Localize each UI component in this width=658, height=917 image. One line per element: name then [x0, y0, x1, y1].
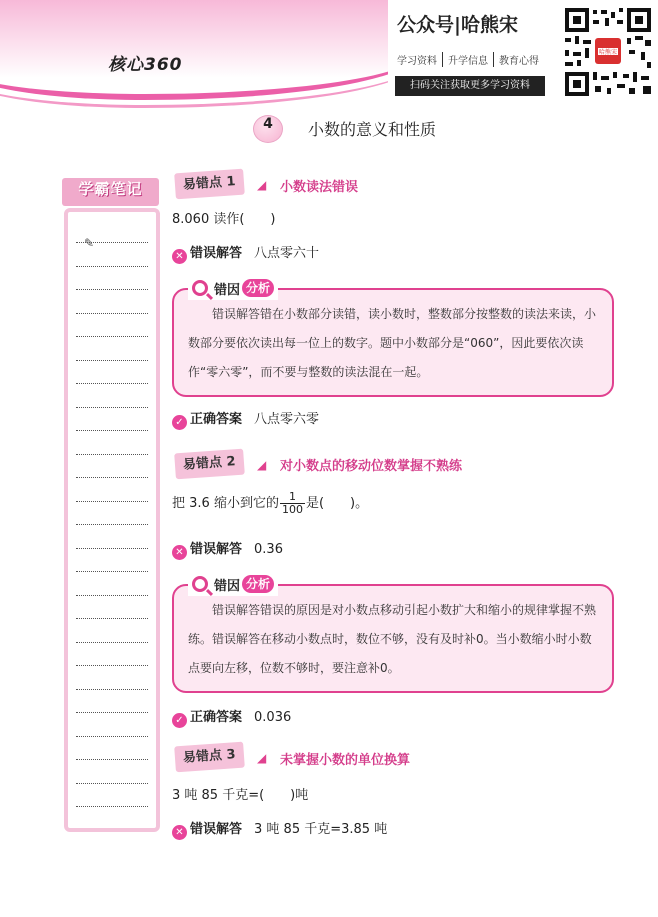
tag-arrow-icon: ◢ — [257, 458, 267, 472]
check-icon: ✓ — [172, 713, 187, 728]
note-line — [76, 313, 148, 314]
note-line — [76, 336, 148, 337]
note-line — [76, 477, 148, 478]
check-icon: ✓ — [172, 415, 187, 430]
reason-header: 错因 分析 — [188, 572, 278, 596]
qr-code[interactable] — [563, 6, 653, 98]
note-line — [76, 595, 148, 596]
section-title: 小数的意义和性质 — [308, 120, 437, 139]
note-line — [76, 736, 148, 737]
notes-heading: 学霸笔记 — [62, 178, 159, 206]
qr-label: 哈熊宋 — [598, 49, 618, 56]
correct-answer: 0.036 — [254, 710, 292, 725]
error-point-num: 2 — [225, 454, 237, 470]
wrong-answer-row — [172, 818, 387, 840]
note-line — [76, 712, 148, 713]
header-tags — [397, 52, 544, 67]
question: 3 吨 85 千克=( )吨 — [172, 788, 309, 803]
note-line — [76, 407, 148, 408]
fraction: $\frac{1}{100}$ — [281, 490, 303, 516]
error-point-tag-1 — [174, 169, 244, 200]
note-line — [76, 383, 148, 384]
magnifier-icon — [192, 280, 208, 296]
error-point-title: 对小数点的移动位数掌握不熟练 — [280, 459, 463, 474]
wrong-answer: 0.36 — [254, 542, 283, 557]
correct-answer: 八点零六零 — [254, 412, 320, 427]
notes-box[interactable] — [64, 208, 160, 832]
note-line — [76, 289, 148, 290]
question: 8.060 读作( ) — [172, 212, 276, 227]
section-number: 4 — [253, 115, 283, 143]
scan-banner: 扫码关注获取更多学习资料 — [395, 76, 545, 96]
question: 把 3.6 缩小到它的 $\frac{1}{100}$ 是( )。 — [172, 490, 369, 516]
reason-box — [172, 288, 614, 397]
correct-answer-row — [172, 706, 291, 728]
error-point-title: 小数读法错误 — [280, 180, 359, 195]
reason-text: 错误解答错在小数部分读错，读小数时，整数部分按整数的读法来读，小数部分要依次读出每一位上的数字。题中小数部分是“060”，因此要依次读作“零六零”，而不要与整数的读法混在一起。 — [188, 307, 597, 379]
error-point-label: 易错点 — [182, 748, 223, 766]
brand-logo: 核心360 — [108, 55, 183, 75]
header-tag: 学习资料 — [397, 52, 443, 67]
error-point-tag-2 — [174, 449, 244, 480]
note-line — [76, 430, 148, 431]
error-point-label: 易错点 — [182, 175, 223, 193]
reason-text: 错误解答错误的原因是对小数点移动引起小数扩大和缩小的规律掌握不熟练。错误解答在移动小数点时，数位不够，没有及时补0。当小数缩小时小数点要向左移，位数不够时，要注意补0。 — [188, 603, 597, 675]
cross-icon: ✕ — [172, 249, 187, 264]
note-line — [76, 242, 148, 243]
tag-arrow-icon: ◢ — [257, 178, 267, 192]
note-line — [76, 524, 148, 525]
reason-box — [172, 584, 614, 693]
wrong-answer: 八点零六十 — [254, 246, 320, 261]
wrong-label: 错误解答 — [190, 822, 243, 837]
wrong-answer-row — [172, 242, 319, 264]
note-line — [76, 548, 148, 549]
correct-label: 正确答案 — [190, 412, 243, 427]
header-swoosh-thin — [0, 28, 420, 108]
error-point-title: 未掌握小数的单位换算 — [280, 753, 411, 768]
note-line — [76, 501, 148, 502]
note-line — [76, 618, 148, 619]
pencil-icon: ✎ — [84, 236, 95, 250]
cross-icon: ✕ — [172, 545, 187, 560]
wrong-label: 错误解答 — [190, 246, 243, 261]
error-point-tag-3 — [174, 742, 244, 773]
note-line — [76, 689, 148, 690]
header-tag: 升学信息 — [443, 52, 494, 67]
reason-header: 错因 分析 — [188, 276, 278, 300]
note-line — [76, 759, 148, 760]
note-line — [76, 665, 148, 666]
note-line — [76, 454, 148, 455]
wrong-answer: 3 吨 85 千克=3.85 吨 — [254, 822, 388, 837]
tag-arrow-icon: ◢ — [257, 751, 267, 765]
error-point-num: 1 — [225, 174, 237, 190]
note-line — [76, 266, 148, 267]
magnifier-icon — [192, 576, 208, 592]
header-tag: 教育心得 — [499, 56, 539, 67]
wrong-label: 错误解答 — [190, 542, 243, 557]
note-line — [76, 642, 148, 643]
note-line — [76, 806, 148, 807]
account-name: 公众号|哈熊宋 — [397, 14, 518, 36]
wrong-answer-row — [172, 538, 283, 560]
error-point-num: 3 — [225, 747, 237, 763]
error-point-label: 易错点 — [182, 455, 223, 473]
correct-label: 正确答案 — [190, 710, 243, 725]
correct-answer-row — [172, 408, 319, 430]
note-line — [76, 571, 148, 572]
cross-icon: ✕ — [172, 825, 187, 840]
note-line — [76, 360, 148, 361]
note-line — [76, 783, 148, 784]
